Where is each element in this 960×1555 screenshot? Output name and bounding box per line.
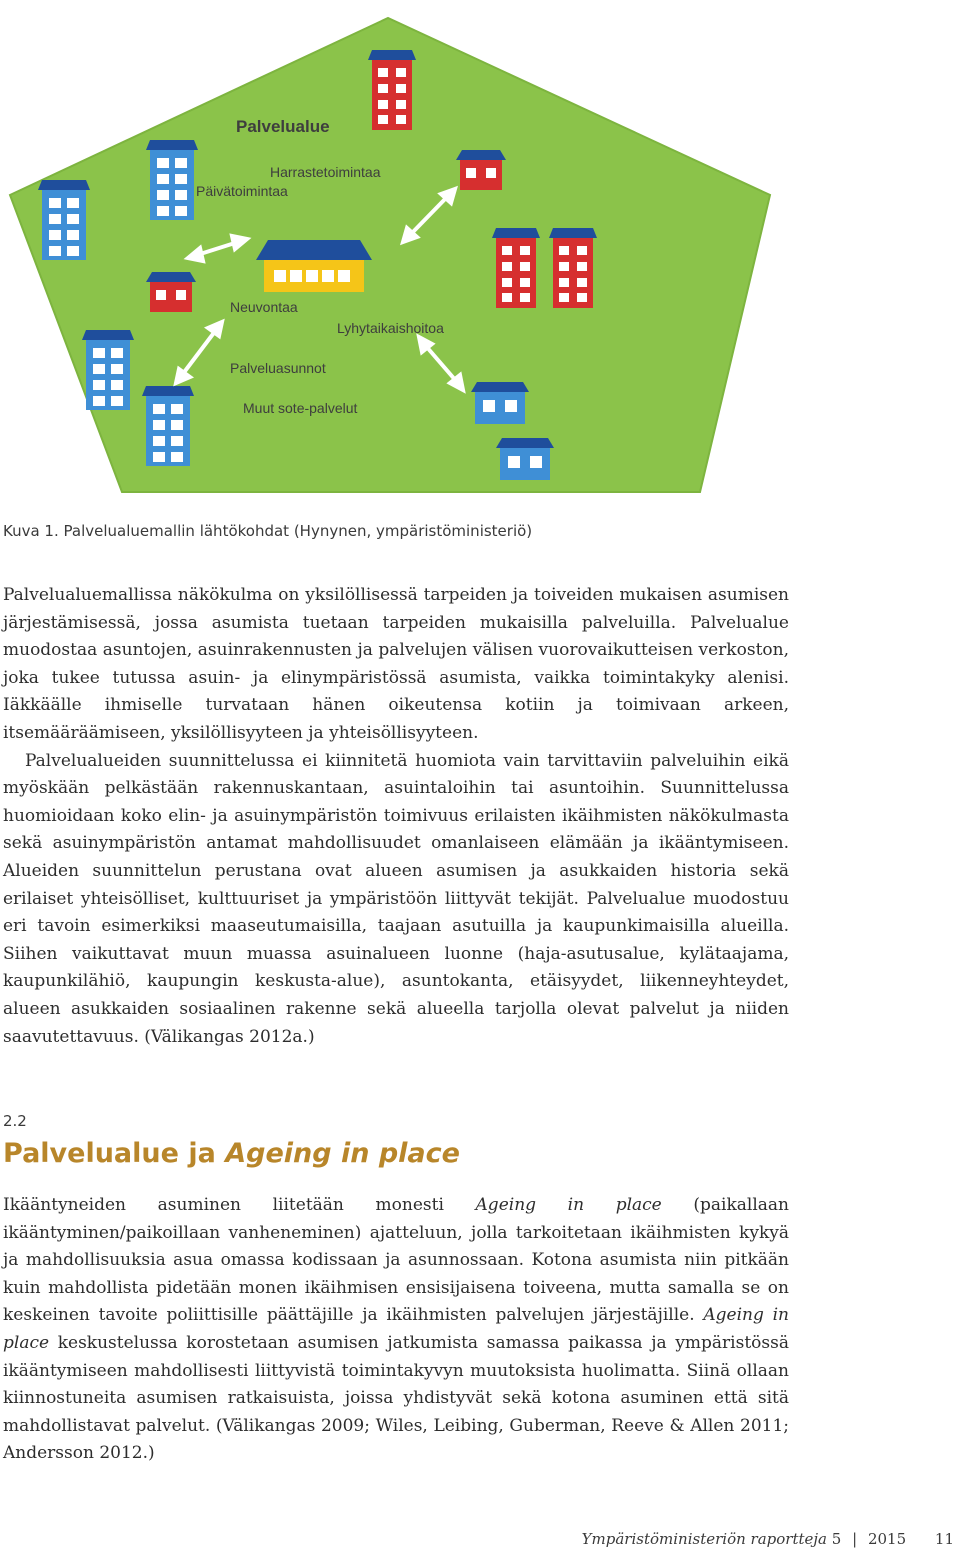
section-body-1 xyxy=(3,582,789,1051)
label-muut-sote-palvelut: Muut sote-palvelut xyxy=(243,400,358,416)
section-number: 2.2 xyxy=(3,1112,27,1130)
label-neuvontaa: Neuvontaa xyxy=(230,299,298,315)
heading-italic-text: Ageing in place xyxy=(225,1138,460,1169)
text-run: (paikallaan ikääntyminen/paikoillaan vanheneminen) ajatteluun, jolla tarkoitetaan ikäihmisten kykyä ja mahdollisuuksia asua omassa kodissaan ja asunnossaan. Kotona asumista niin pitkään kuin mahdollista pidetään monen ikäihmisen ensisijaisena toiveena, mutta samalla se on keskeinen tavoite poliittisille päättäjille ja ikäihmisten palvelujen järjestäjille. xyxy=(3,1195,789,1326)
label-palveluasunnot: Palveluasunnot xyxy=(230,360,326,376)
building-blue-top xyxy=(146,140,198,220)
paragraph: Palvelualuemallissa näkökulma on yksilöllisessä tarpeiden ja toiveiden mukaisen asumisen järjestämisessä, jossa asumista tuetaan tarpeiden mukaisilla palveluilla. Palvelualue muodostaa asuntojen, asuinrakennusten ja palvelujen välisen vuorovaikutteisen verkoston, joka tukee tutussa asuin- ja elinympäristössä asumista, vaikka toimintakyky alenisi. Iäkkäälle ihmiselle turvataan hänen oikeutensa kotiin ja toimivaan arkeen, itsemääräämiseen, yksilöllisyyteen ja yhteisöllisyyteen. xyxy=(3,585,789,743)
year: 2015 xyxy=(867,1530,907,1548)
label-harrastetoimintaa: Harrastetoimintaa xyxy=(270,164,381,180)
page-number: 11 xyxy=(934,1530,954,1548)
page-footer xyxy=(582,1530,954,1548)
building-blue-bottomleft xyxy=(142,386,194,466)
palvelualue-figure xyxy=(0,0,960,500)
issue-number: 5 xyxy=(831,1530,842,1548)
text-run: Ikääntyneiden asuminen liitetään monesti xyxy=(3,1195,476,1215)
heading-text: Palvelualue ja xyxy=(3,1138,226,1169)
building-blue-midleft xyxy=(82,330,134,410)
italic-term: Ageing in place xyxy=(3,1305,789,1353)
paragraph xyxy=(3,1192,789,1468)
section-body-2 xyxy=(3,1192,789,1468)
paragraph: Palvelualueiden suunnittelussa ei kiinnitetä huomiota vain tarvittaviin palveluihin eikä myöskään pelkästään rakennuskantaan, asuintaloihin tai asuntoihin. Suunnittelussa huomioidaan koko elin- ja asuinympäristön toimivuus erilaisten ikäihmisten näkökulmasta sekä asuinympäristön antamat mahdollisuudet omanlaiseen elämään ja ikääntymiseen. Alueiden suunnittelun perustana ovat alueen asumisen ja asukkaiden historia sekä erilaiset yhteisölliset, kulttuuriset ja ympäristöön liittyvät tekijät. Palvelualue muodostuu eri tavoin esimerkiksi maaseutumaisilla, taajaan asutuilla ja kaupunkimaisilla alueilla. Siihen vaikuttavat muun muassa asuinalueen luonne (haja-asutusalue, kylätaajama, kaupunkilähiö, kaupungin keskusta-alue), asuntokanta, etäisyydet, liikenneyhteydet, alueen asukkaiden sosiaalinen rakenne sekä alueella tarjolla olevat palvelut ja niiden saavutettavuus. (Välikangas 2012a.) xyxy=(3,750,789,1047)
label-paivatoimintaa: Päivätoimintaa xyxy=(196,183,288,199)
building-red-top xyxy=(368,50,416,130)
building-blue-lower-2 xyxy=(496,438,554,480)
building-red-topright xyxy=(456,150,506,190)
figure-caption: Kuva 1. Palvelualuemallin lähtökohdat (Hynynen, ympäristöministeriö) xyxy=(3,522,533,540)
building-red-right-1 xyxy=(492,228,540,308)
label-lyhytaikaishoitoa: Lyhytaikaishoitoa xyxy=(337,320,444,336)
building-yellow-center xyxy=(256,240,372,292)
section-heading xyxy=(3,1138,460,1169)
building-red-right-2 xyxy=(549,228,597,308)
figure-title: Palvelualue xyxy=(236,117,330,136)
publication-name: Ympäristöministeriön raportteja xyxy=(581,1530,827,1548)
building-blue-left xyxy=(38,180,90,260)
building-blue-lower-1 xyxy=(471,382,529,424)
text-run: keskustelussa korostetaan asumisen jatkumista samassa paikassa ja ympäristössä ikääntymiseen mahdollisesti liittyvistä toimintakyvyn muutoksista huolimatta. Siinä ollaan kiinnostuneita asumisen ratkaisuista, joissa yhdistyvät sekä kotona asuminen että sitä mahdollistavat palvelut. (Välikangas 2009; Wiles, Leibing, Guberman, Reeve & Allen 2011; Andersson 2012.) xyxy=(3,1332,789,1464)
footer-separator: | xyxy=(852,1530,858,1548)
italic-term: Ageing in place xyxy=(475,1195,662,1215)
building-red-small-left xyxy=(146,272,196,312)
